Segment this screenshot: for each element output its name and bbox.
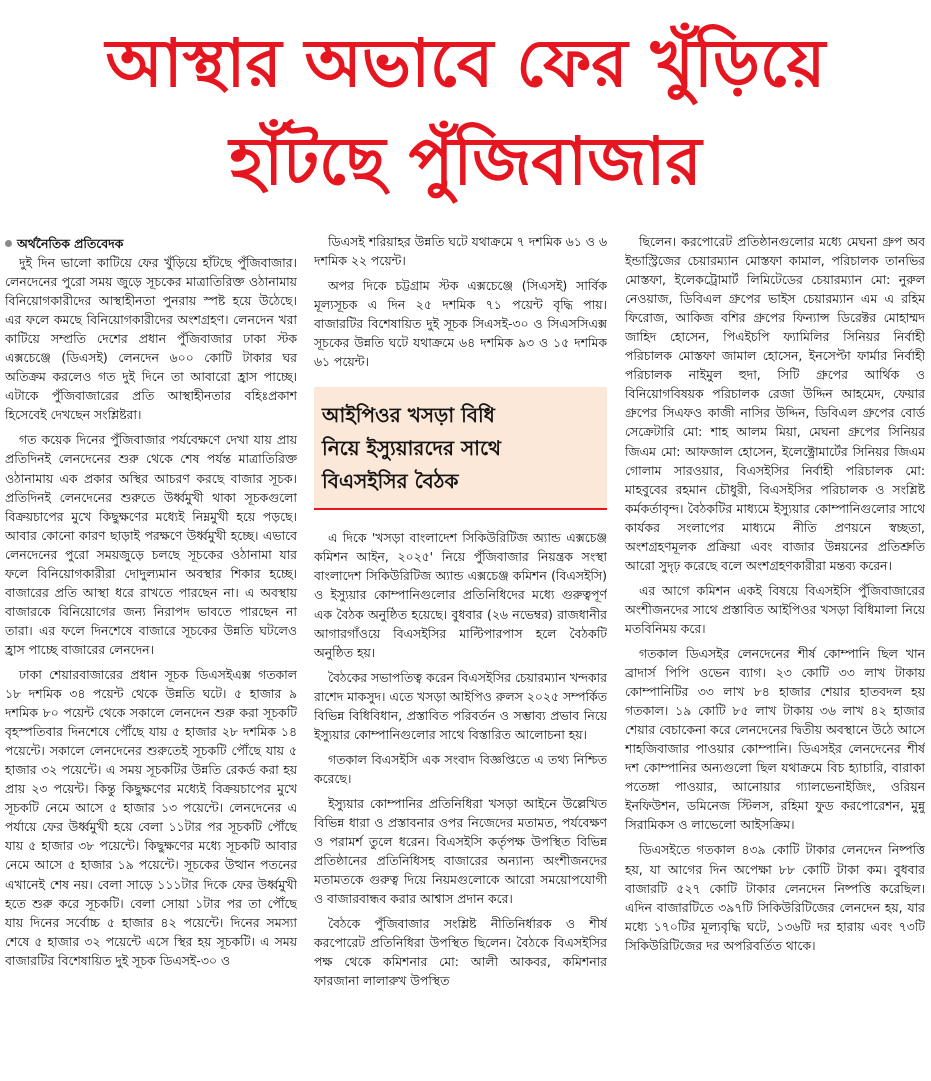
paragraph: এর আগে কমিশন একই বিষয়ে বিএসইসি পুঁজিবাজারের অংশীজনদের সাথে প্রস্তাবিত আইপিওর খসড়া বিধিমালা নিয়ে মতবিনিময় করে। <box>625 582 925 636</box>
headline-line-1: আস্থার অভাবে ফের খুঁড়িয়ে <box>105 25 826 102</box>
paragraph: দুই দিন ভালো কাটিয়ে ফের খুঁড়িয়ে হাঁটছে পুঁজিবাজার। লেনদেনের পুরো সময় জুড়ে সূচকের মাত্রাতিরিক্ত ওঠানামায় বিনিয়োগকারীদের আস্থাহীনতা পুনরায় স্পষ্ট হয়ে উঠেছে। এর ফলে কমছে বিনিয়োগকারীদের অংশগ্রহণ। লেনদেন খরা কাটিয়ে সম্প্রতি দেশের প্রধান পুঁজিবাজার ঢাকা স্টক এক্সচেঞ্জে (ডিএসই) লেনদেন ৬০০ কোটি টাকার ঘর অতিক্রম করলেও গত দুই দিনে তা আবারো হ্রাস পাচ্ছে। এটাকে পুঁজিবাজারের প্রতি আস্থাহীনতার বহিঃপ্রকাশ হিসেবেই দেখছেন সংশ্লিষ্টরা। <box>5 255 297 423</box>
paragraph: এ দিকে 'খসড়া বাংলাদেশ সিকিউরিটিজ অ্যান্ড এক্সচেঞ্জ কমিশন আইন, ২০২৫' নিয়ে পুঁজিবাজার নিয়ন্ত্রক সংস্থা বাংলাদেশ সিকিউরিটিজ অ্যান্ড এক্সচেঞ্জ কমিশন (বিএসইসি) ও ইস্যুয়ার কোম্পানিগুলোর প্রতিনিধিদের মধ্যে গুরুত্বপূর্ণ এক বৈঠক অনুষ্ঠিত হয়েছে। বুধবার (২৬ নভেম্বর) রাজধানীর আগারগাঁওয়ে বিএসইসির মাল্টিপারপাস হলে বৈঠকটি অনুষ্ঠিত হয়। <box>314 530 607 660</box>
headline-line-2: হাঁটছে পুঁজিবাজার <box>229 123 702 200</box>
bullet-icon <box>5 240 12 247</box>
paragraph: অপর দিকে চট্টগ্রাম স্টক এক্সচেঞ্জে (সিএসই) সার্বিক মূল্যসূচক এ দিন ২৫ দশমিক ৭১ পয়েন্ট বৃদ্ধি পায়। বাজারটির বিশেষায়িত দুই সূচক সিএসই-৩০ ও সিএসসিএক্স সূচকের উন্নতি ঘটে যথাক্রমে ৬৪ দশমিক ৯৩ ও ১৫ দশমিক ৬১ পয়েন্ট। <box>314 278 607 370</box>
subheadline-line-3: বিএসইসির বৈঠক <box>322 469 459 494</box>
headline <box>0 14 931 210</box>
subheadline-line-2: নিয়ে ইস্যুয়ারদের সাথে <box>322 436 501 461</box>
byline-text: অর্থনৈতিক প্রতিবেদক <box>17 236 124 251</box>
paragraph: ইস্যুয়ার কোম্পানির প্রতিনিধিরা খসড়া আইনে উল্লেখিত বিভিন্ন ধারা ও প্রস্তাবনার ওপর নিজেদের মতামত, পর্যবেক্ষণ ও পরামর্শ তুলে ধরেন। বিএসইসি কর্তৃপক্ষ উপস্থিত বিভিন্ন প্রতিষ্ঠানের প্রতিনিধিসহ বাজারের অন্যান্য অংশীজনদের মতামতকে গুরুত্ব দিয়ে নিয়মগুলোকে আরো সময়োপযোগী ও বাজারবান্ধব করার আশ্বাস প্রদান করে। <box>314 795 607 907</box>
article-column-1 <box>5 234 297 1076</box>
article-column-3 <box>625 232 925 1078</box>
paragraph: ডিএসইতে গতকাল ৪৩৯ কোটি টাকার লেনদেন নিষ্পত্তি হয়, যা আগের দিন অপেক্ষা ৮৮ কোটি টাকা কম। বুধবার বাজারটি ৫২৭ কোটি টাকার লেনদেন নিষ্পত্তি করেছিল। এদিন বাজারটিতে ৩৯৭টি সিকিউরিটিজের লেনদেন হয়, যার মধ্যে ১৭০টির মূল্যবৃদ্ধি ঘটে, ১৩৬টি দর হারায় এবং ৭৩টি সিকিউরিটিজের দর অপরিবর্তিত থাকে। <box>625 842 925 953</box>
paragraph: গতকাল ডিএসইর লেনদেনের শীর্ষ কোম্পানি ছিল খান ব্রাদার্স পিপি ওভেন ব্যাগ। ২৩ কোটি ৩৩ লাখ টাকায় কোম্পানিটির ৩৩ লাখ ৮৪ হাজার শেয়ার হাতবদল হয় গতকাল। ১৯ কোটি ৮৫ লাখ টাকায় ৩৬ লাখ ৪২ হাজার শেয়ার বেচাকেনা করে লেনদেনের দ্বিতীয় অবস্থানে উঠে আসে শাহজিবাজার পাওয়ার কোম্পানি। ডিএসইর লেনদেনের শীর্ষ দশ কোম্পানির অন্যগুলো ছিল যথাক্রমে বিচ হ্যাচারি, বারাকা পতেঙ্গা পাওয়ার, আনোয়ার গ্যালভেনাইজিং, ওরিয়ন ইনফিউশন, ডমিনেজ স্টিলস, রহিমা ফুড করপোরেশন, মুন্নু সিরামিকস ও লাভেলো আইসক্রিম। <box>625 645 925 833</box>
paragraph: ঢাকা শেয়ারবাজারের প্রধান সূচক ডিএসইএক্স গতকাল ১৮ দশমিক ৩৪ পয়েন্ট থেকে উন্নতি ঘটে। ৫ হাজার ৯ দশমিক ৮০ পয়েন্ট থেকে সকালে লেনদেন শুরু করা সূচকটি বৃহস্পতিবার দিনশেষে পৌঁছে যায় ৫ হাজার ২৮ দশমিক ১৪ পয়েন্টে। সকালে লেনদেনের শুরুতেই সূচকটি পৌঁছে যায় ৫ হাজার ৩২ পয়েন্টে। এ সময় সূচকটির উন্নতি রেকর্ড করা হয় প্রায় ২৩ পয়েন্ট। কিন্তু কিছুক্ষণের মধ্যেই বিক্রয়চাপের মুখে সূচকটি নেমে আসে ৫ হাজার ১৩ পয়েন্টে। লেনদেনের এ পর্যায়ে ফের উর্ধ্বমুখী হয়ে বেলা ১১টার পর সূচকটি পৌঁছে যায় ৫ হাজার ৩৮ পয়েন্টে। কিছুক্ষণের মধ্যে সূচকটি আবার নেমে আসে ৫ হাজার ১৯ পয়েন্টে। সূচকের উত্থান পতনের এখানেই শেষ নয়। বেলা সাড়ে ১১১টার দিকে ফের উর্ধ্বমুখী হতে শুরু করে সূচকটি। বেলা সোয়া ১টার পর তা পৌঁছে যায় দিনের সর্বোচ্চ ৫ হাজার ৪২ পয়েন্টে। দিনের সমস্যা শেষে ৫ হাজার ৩২ পয়েন্টে এসে স্থির হয় সূচকটি। এ সময় বাজারটির বিশেষায়িত দুই সূচক ডিএসই-৩০ ও <box>5 666 297 968</box>
subheadline-line-1: আইপিওর খসড়া বিধি <box>322 403 495 428</box>
subheadline-box <box>314 387 607 510</box>
paragraph: ডিএসই শরিয়াহর উন্নতি ঘটে যথাক্রমে ৭ দশমিক ৬১ ও ৬ দশমিক ২২ পয়েন্ট। <box>314 234 607 269</box>
paragraph: ছিলেন। করপোরেট প্রতিষ্ঠানগুলোর মধ্যে মেঘনা গ্রুপ অব ইন্ডাস্ট্রিজের চেয়ারম্যান মোস্তফা কামাল, পরিচালক তানভির মোস্তফা, ইলেকট্রোমার্ট লিমিটেডের চেয়ারম্যান মো: নুরুল নেওয়াজ, ডিবিএল গ্রুপের ভাইস চেয়ারম্যান এম এ রহিম ফিরোজ, আকিজ বশির গ্রুপের ফিন্যান্স ডিরেক্টর মোহাম্মদ জাহিদ হোসেন, পিএইচপি ফ্যামিলির সিনিয়র নির্বাহী পরিচালক মোস্তফা জামাল হোসেন, ইনসেপ্টা ফার্মার নির্বাহী পরিচালক নাইমুল হুদা, সিটি গ্রুপের আর্থিক ও বিনিয়োগবিষয়ক পরিচালক রেজা উদ্দিন আহমেদ, ফেয়ার গ্রুপের সিএফও কাজী নাসির উদ্দিন, ডিবিএল গ্রুপের বোর্ড সেক্রেটারি মো: শাহ আলম মিয়া, মেঘনা গ্রুপের সিনিয়র জিএম মো: আফজাল হোসেন, ইলেক্ট্রোমার্টের সিনিয়র জিএম গোলাম সারওয়ার, বিএসইসির নির্বাহী পরিচালক মো: মাহবুবের রহমান চৌধুরী, বিএসইসির পরিচালক ও সংশ্লিষ্ট কর্মকর্তাবৃন্দ। বৈঠকটির মাধ্যমে ইস্যুয়ার কোম্পানিগুলোর সাথে কার্যকর সংলাপের মাধ্যমে নীতি প্রণয়নে স্বচ্ছতা, অংশগ্রহণমূলক প্রক্রিয়া এবং বাজার উন্নয়নের প্রতিশ্রুতি আরো সুদৃঢ় করেছে বলে অংশগ্রহণকারীরা মন্তব্য করেন। <box>625 234 925 573</box>
paragraph: গত কয়েক দিনের পুঁজিবাজার পর্যবেক্ষণে দেখা যায় প্রায় প্রতিদিনই লেনদেনের শুরু থেকে শেষ পর্যন্ত মাত্রাতিরিক্ত ওঠানামায় এক প্রকার অস্থির আচরণ করছে বাজার সূচক। প্রতিদিনই লেনদেনের শুরুতে উর্ধ্বমুখী থাকা সূচকগুলো বিক্রয়চাপের মুখে কিছুক্ষণের মধ্যেই নিম্নমুখী হয়ে পড়ছে। আবার কোনো কারণ ছাড়াই পরক্ষণে উর্ধ্বমুখী হচ্ছে। এভাবে লেনদেনের পুরো সময়জুড়ে চলছে সূচকের ওঠানামা যার ফলে বিনিয়োগকারীরা দোদুল্যমান অবস্থার শিকার হচ্ছে। বাজারের প্রতি আস্থা ধরে রাখতে পারছেন না। এ অবস্থায় বাজারকে বিনিয়োগের জন্য নিরাপদ ভাবতে পারছেন না তারা। এর ফলে দিনশেষে বাজারে সূচকের উন্নতি ঘটলেও হ্রাস পাচ্ছে বাজারের লেনদেন। <box>5 432 297 657</box>
paragraph: বৈঠকে পুঁজিবাজার সংশ্লিষ্ট নীতিনির্ধারক ও শীর্ষ করপোরেট প্রতিনিধিরা উপস্থিত ছিলেন। বৈঠকে বিএসইসির পক্ষ থেকে কমিশনার মো: আলী আকবর, কমিশনার ফারজানা লালারুখ উপস্থিত <box>314 916 607 989</box>
article-column-2 <box>314 232 607 1078</box>
byline <box>5 234 297 253</box>
paragraph: গতকাল বিএসইসি এক সংবাদ বিজ্ঞপ্তিতে এ তথ্য নিশ্চিত করেছে। <box>314 751 607 786</box>
paragraph: বৈঠকের সভাপতিত্ব করেন বিএসইসির চেয়ারম্যান খন্দকার রাশেদ মাকসুদ। এতে খসড়া আইপিও রুলস ২০২৫ সম্পর্কিত বিভিন্ন বিধিবিধান, প্রস্তাবিত পরিবর্তন ও সম্ভাব্য প্রভাব নিয়ে ইস্যুয়ার কোম্পানিগুলোর সাথে বিস্তারিত আলোচনা হয়। <box>314 669 607 742</box>
